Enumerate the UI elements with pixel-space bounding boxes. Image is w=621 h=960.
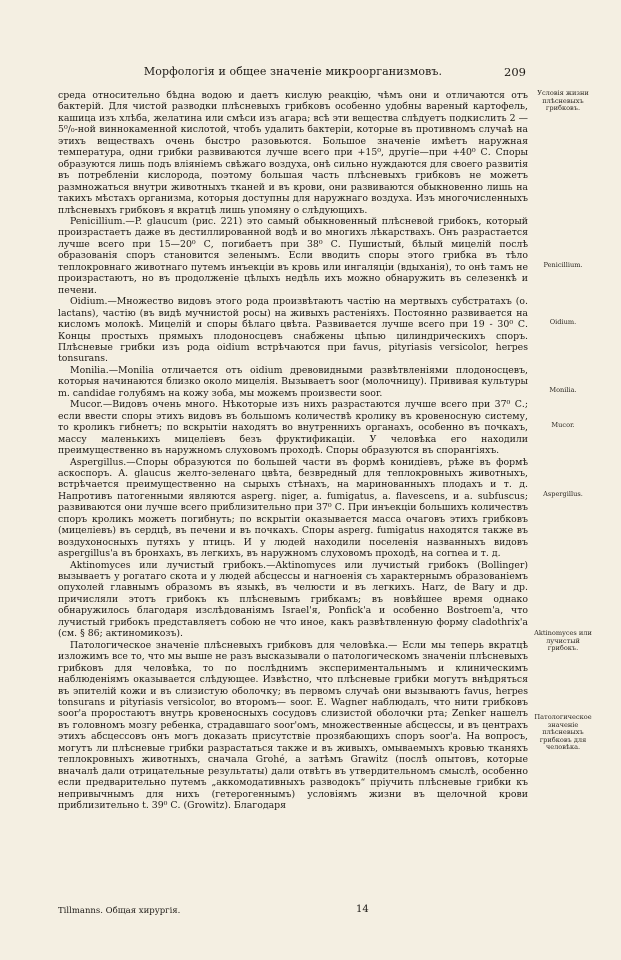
main-text (58, 90, 528, 812)
margin-note-pathology: Патологическое значеніе плѣсневыхъ грибковъ для человѣка. (534, 713, 592, 752)
margin-note-penicillium: Penicillium. (543, 261, 583, 269)
running-header (60, 65, 526, 83)
paragraph-monilia: Monilia.—Monilia отличается отъ oidium древовидными развѣтвленіями плодоносцевъ, которыя начинаются близко около мицелія. Вызываетъ soor (молочницу). Прививая культуры m. candidae голубямъ на кожу зоба, мы можемъ произвести soor. (58, 364, 528, 399)
margin-note-monilia: Monilia. (549, 386, 577, 394)
paragraph-aspergillus: Aspergillus.—Споры образуются по большей части въ формѣ конидіевъ, рѣже въ формѣ аскоспоръ. A. glaucus желто-зеленаго цвѣта, безвредный для теплокровныхъ животныхъ, встрѣчается преимущественно на сырыхъ стѣнахъ, на маринованныхъ плодахъ и т. д. Напротивъ патогенными являются asperg. niger, a. fumigatus, a. flavescens, и a. subfuscus; развиваются они лучше всего приблизительно при 37⁰ С. При инъекціи большихъ количествъ споръ кроликъ можетъ погибнуть; по вскрытіи оказывается масса очаговъ этихъ грибковъ (мицеліевъ) въ сердцѣ, въ печени и въ почкахъ. Споры asperg. fumigatus находятся также въ воздухоносныхъ путяхъ у птицъ. И у людей находили поселенія названныхъ видовъ aspergillus'a въ бронхахъ, въ легкихъ, въ наружномъ слуховомъ проходѣ, на cornea и т. д. (58, 456, 528, 560)
paragraph-aktinomyces: Aktinomyces или лучистый грибокъ.—Aktinomyces или лучистый грибокъ (Bollinger) вызываетъ у рогатаго скота и у людей абсцессы и нагноенія съ характернымъ образованіемъ опухолей главнымъ образомъ въ языкѣ, въ челюсти и въ легкихъ. Harz, de Bary и др. причисляли этотъ грибокъ къ плѣсневымъ грибкамъ; въ новѣйшее время однако обнаружилось благодаря изслѣдованіямъ Israel'я, Ponfick'a и особенно Bostroem'a, что лучистый грибокъ представляетъ собою не что иное, какъ развѣтвленную форму cladothrix'a (см. § 86; актиномикозъ). (58, 559, 528, 640)
page-number: 209 (504, 65, 526, 79)
page-footer (58, 906, 528, 922)
margin-note-conditions: Условія жизни плѣсневыхъ грибковъ. (537, 89, 589, 113)
paragraph-penicillium: Penicillium.—P. glaucum (рис. 221) это самый обыкновенный плѣсневой грибокъ, который произрастаетъ даже въ дестиллированной водѣ и во многихъ лѣкарствахъ. Онъ разрастается лучше всего при 15—20⁰ С, погибаетъ при 38⁰ С. Пушистый, бѣлый мицелій послѣ образованія споръ становится зеленымъ. Если вводить споры этого грибка въ тѣло теплокровнаго животнаго путемъ инъекціи въ кровь или ингаляціи (вдыханія), то онѣ тамъ не произрастаютъ, но въ продолженіе цѣлыхъ недѣль ихъ можно обнаружить въ селезенкѣ и печени. (58, 215, 528, 296)
paragraph-oidium: Oidium.—Множество видовъ этого рода произвѣтаютъ частію на мертвыхъ субстратахъ (о. lactans), частію (въ видѣ мучнистой росы) на живыхъ растеніяхъ. Постоянно развивается на кисломъ молокѣ. Мицелій и споры бѣлаго цвѣта. Развивается лучше всего при 19 - 30⁰ С. Концы простыхъ прямыхъ плодоносцевъ снабжены цѣпью цилиндрическихъ споръ. Плѣсневые грибки изъ рода oidium встрѣчаются при favus, pityriasis versicolor, herpes tonsurans. (58, 296, 528, 365)
sheet-number: 14 (356, 904, 369, 915)
margin-note-mucor: Mucor. (551, 421, 575, 429)
paragraph-conditions: среда относительно бѣдна водою и даетъ кислую реакцію, чѣмъ они и отличаются отъ бактерій. Для чистой разводки плѣсневыхъ грибковъ особенно удобны вареный картофель, кашица изъ хлѣба, желатина или смѣси изъ агара; всѣ эти вещества слѣдуетъ подкислить 2 — 5⁰/₀-ной виннокаменной кислотой, чтобъ удалить бактеріи, которые въ противномъ случаѣ на этихъ веществахъ очень быстро разовьются. Большое значеніе имѣетъ наружная температура, одни грибки развиваются лучше всего при +15⁰, другіе—при +40⁰ С. Споры образуются лишь подъ вліяніемъ свѣжаго воздуха, онѣ сильно нуждаются для своего развитія въ потребленіи кислорода, поэтому большая часть плѣсневыхъ грибковъ не можетъ размножаться внутри животныхъ тканей и въ крови, они развиваются обыкновенно лишь на такихъ мѣстахъ организма, которыя доступны для наружнаго воздуха. Изъ многочисленныхъ плѣсневыхъ грибковъ я вкратцѣ лишь упомяну о слѣдующихъ. (58, 90, 528, 216)
paragraph-mucor: Mucor.—Видовъ очень много. Нѣкоторые изъ нихъ разрастаются лучше всего при 37⁰ С.; если ввести споры этихъ видовъ въ большомъ количествѣ кролику въ кровеносную систему, то кроликъ гибнетъ; по вскрытіи находятъ во внутреннихъ органахъ, особенно въ почкахъ, массу маленькихъ мицеліевъ безъ фруктификаціи. У человѣка его находили преимущественно въ наружномъ слуховомъ проходѣ. Споры образуются въ спорангіяхъ. (58, 399, 528, 457)
paragraph-pathology: Патологическое значеніе плѣсневыхъ грибковъ для человѣка.— Если мы теперь вкратцѣ изложимъ все то, что мы выше не разъ высказывали о патологическомъ значеніи плѣсневыхъ грибковъ для человѣка, то по послѣднимъ экспериментальнымъ и клиническимъ наблюденіямъ оказывается слѣдующее. Извѣстно, что плѣсневые грибки могутъ внѣдряться въ эпителій кожи и въ слизистую оболочку; въ первомъ случаѣ они вызываютъ favus, herpes tonsurans и pityriasis versicolor, во второмъ— soor. E. Wagner наблюдалъ, что нити грибковъ soor'а проростаютъ внутрь кровеносныхъ сосудовъ слизистой оболочки рта; Zenker нашелъ въ головномъ мозгу ребенка, страдавшаго soor'омъ, множественные абсцессы, и въ центрахъ этихъ абсцессовъ онъ могъ доказать присутствіе прозябающихъ споръ soor'а. На вопросъ, могутъ ли плѣсневые грибки разрастаться также и въ живыхъ, омываемыхъ кровью тканяхъ теплокровныхъ животныхъ, сначала Grohé, а затѣмъ Grawitz (послѣ опытовъ, которые вначалѣ дали отрицательные результаты) дали отвѣтъ въ утвердительномъ смыслѣ, особенно если предварительно путемъ „аккомодативныхъ разводокъ“ пріучить плѣсневые грибки къ непривычнымъ для нихъ (гетерогеннымъ) условіямъ жизни въ щелочной крови приблизительно t. 39⁰ С. (Growitz). Благодаря (58, 639, 528, 812)
margin-note-aktinomyces: Aktinomyces или лучистый грибокъ. (534, 629, 592, 653)
margin-note-oidium: Oidium. (549, 318, 577, 326)
margin-note-aspergillus: Aspergillus. (543, 490, 583, 498)
footer-author: Tillmanns. Общая хирургія. (58, 906, 181, 916)
running-title: Морфологія и общее значеніе микроорганизмовъ. (143, 65, 443, 78)
